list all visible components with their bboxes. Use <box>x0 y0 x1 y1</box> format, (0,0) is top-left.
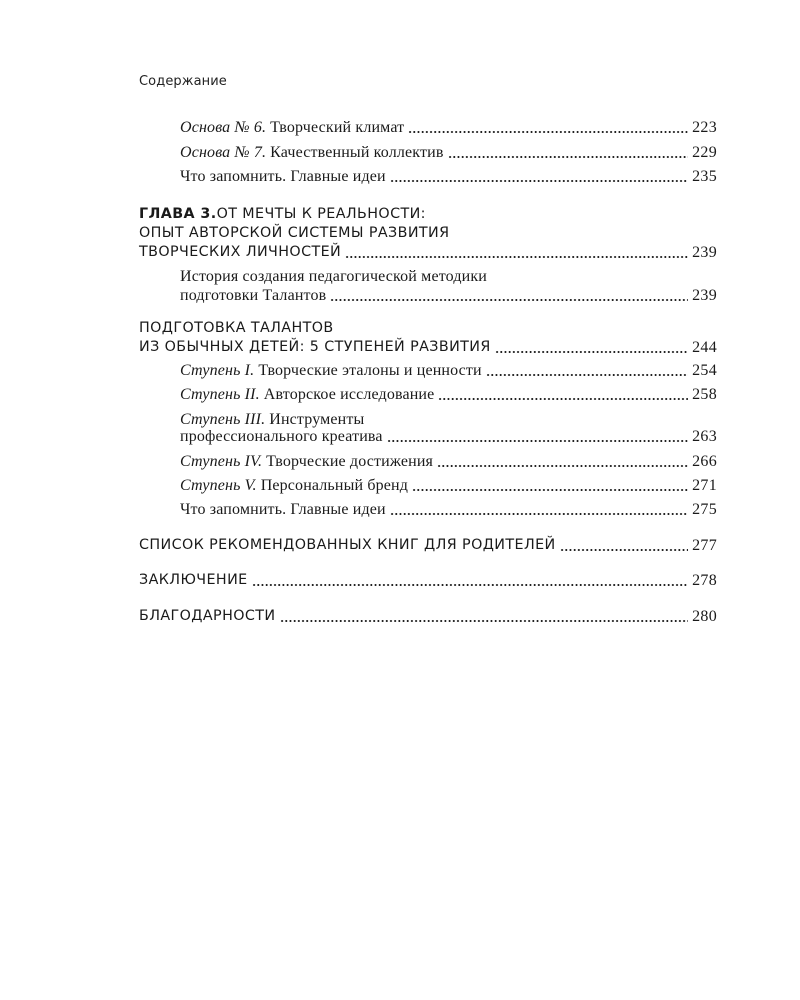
toc-entry-lead: Ступень V. <box>180 477 257 494</box>
toc-page-number: 235 <box>692 168 717 185</box>
toc-page-number: 266 <box>692 453 717 470</box>
toc-entry-lead: Ступень III. <box>180 411 266 428</box>
chapter-number: ГЛАВА 3. <box>139 206 217 222</box>
toc-entry-lead: Ступень II. <box>180 386 260 403</box>
toc-entry-line-1 <box>180 268 487 285</box>
dot-leader <box>438 389 688 403</box>
toc-entry[interactable] <box>139 244 717 261</box>
chapter-title-line-1: ОТ МЕЧТЫ К РЕАЛЬНОСТИ: <box>216 206 426 222</box>
dot-leader <box>408 122 688 136</box>
toc-page-number: 229 <box>692 144 717 161</box>
dot-leader <box>448 147 689 161</box>
toc-entry[interactable] <box>139 501 717 518</box>
toc-entry[interactable] <box>139 608 717 625</box>
toc-entry-title: ЗАКЛЮЧЕНИЕ <box>139 572 248 588</box>
toc-entry-lead: Основа № 6. <box>180 119 267 136</box>
toc-entry-line-1 <box>180 411 364 428</box>
toc-page-number: 254 <box>692 362 717 379</box>
toc-entry-title: Качественный коллектив <box>270 144 444 161</box>
toc-page-number: 258 <box>692 386 717 403</box>
toc-entry-title: Персональный бренд <box>260 477 409 494</box>
dot-leader <box>437 456 688 470</box>
toc-entry[interactable] <box>139 537 717 554</box>
dot-leader <box>412 480 688 494</box>
toc-entry[interactable] <box>139 144 717 161</box>
toc-entry-title-line-1: Инструменты <box>269 411 365 428</box>
running-head: Содержание <box>139 74 227 89</box>
section-heading-line-1 <box>139 320 334 337</box>
toc-page-number: 275 <box>692 501 717 518</box>
toc-entry-title: Что запомнить. Главные идеи <box>180 501 386 518</box>
toc-entry-lead: Ступень I. <box>180 362 255 379</box>
toc-entry-lead: Основа № 7. <box>180 144 267 161</box>
toc-entry[interactable] <box>139 168 717 185</box>
toc-page-number: 223 <box>692 119 717 136</box>
toc-entry[interactable] <box>139 572 717 589</box>
section-title-line-2: ИЗ ОБЫЧНЫХ ДЕТЕЙ: 5 СТУПЕНЕЙ РАЗВИТИЯ <box>139 339 491 355</box>
toc-page-number: 280 <box>692 608 717 625</box>
toc-entry-title-line-2: подготовки Талантов <box>180 287 327 304</box>
toc-entry[interactable] <box>139 386 717 403</box>
section-title-line-1: ПОДГОТОВКА ТАЛАНТОВ <box>139 320 334 336</box>
toc-page-number: 244 <box>692 339 717 356</box>
dot-leader <box>280 611 689 625</box>
toc-page-number: 263 <box>692 428 717 445</box>
dot-leader <box>390 171 688 185</box>
chapter-heading-line-2 <box>139 225 449 242</box>
toc-entry[interactable] <box>139 339 717 356</box>
toc-page-number: 277 <box>692 537 717 554</box>
dot-leader <box>495 342 688 356</box>
toc-entry-title: Творческий климат <box>270 119 405 136</box>
toc-page-number: 278 <box>692 572 717 589</box>
toc-entry-title: Авторское исследование <box>263 386 435 403</box>
toc-entry[interactable] <box>139 453 717 470</box>
toc-entry-lead: Ступень IV. <box>180 453 263 470</box>
dot-leader <box>345 247 688 261</box>
toc-entry-title: БЛАГОДАРНОСТИ <box>139 608 276 624</box>
toc-entry-title-line-1: История создания педагогической методики <box>180 268 487 285</box>
dot-leader <box>390 504 688 518</box>
dot-leader <box>252 575 688 589</box>
chapter-title-line-3: ТВОРЧЕСКИХ ЛИЧНОСТЕЙ <box>139 244 342 260</box>
toc-entry[interactable] <box>139 428 717 445</box>
toc-entry[interactable] <box>139 362 717 379</box>
toc-page-number: 239 <box>692 287 717 304</box>
toc-entry-title: СПИСОК РЕКОМЕНДОВАННЫХ КНИГ ДЛЯ РОДИТЕЛЕЙ <box>139 537 556 553</box>
toc-entry-title-line-2: профессионального креатива <box>180 428 383 445</box>
toc-page-number: 239 <box>692 244 717 261</box>
toc-entry[interactable] <box>139 119 717 136</box>
toc-page-number: 271 <box>692 477 717 494</box>
toc-entry[interactable] <box>139 477 717 494</box>
dot-leader <box>330 290 688 304</box>
dot-leader <box>560 540 688 554</box>
toc-entry-title: Творческие эталоны и ценности <box>258 362 482 379</box>
toc-entry[interactable] <box>139 287 717 304</box>
toc-entry-title: Что запомнить. Главные идеи <box>180 168 386 185</box>
chapter-title-line-2: ОПЫТ АВТОРСКОЙ СИСТЕМЫ РАЗВИТИЯ <box>139 225 450 241</box>
dot-leader <box>486 365 688 379</box>
dot-leader <box>387 431 688 445</box>
chapter-heading-line-1[interactable] <box>139 206 426 223</box>
toc-entry-title: Творческие достижения <box>266 453 434 470</box>
